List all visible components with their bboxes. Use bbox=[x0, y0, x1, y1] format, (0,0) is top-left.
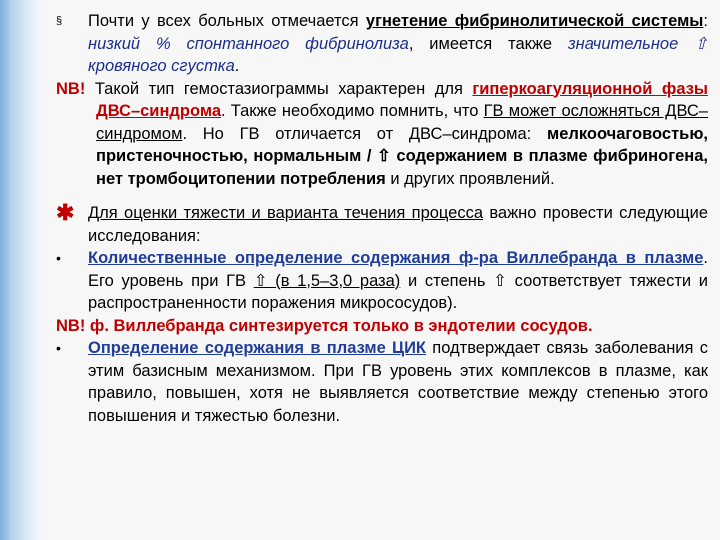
left-stripe bbox=[0, 0, 10, 540]
p1-text-5: , имеется также bbox=[408, 34, 568, 53]
p1-text-3: : bbox=[703, 12, 708, 30]
nb-label: NB! bbox=[56, 79, 86, 98]
dot-bullet-icon: • bbox=[56, 250, 61, 266]
p2-bold: мелкоочаговостью, пристеночностью, нормальным / ⇧ содержанием в плазме фибриногена, нет тромбоцитопении потребления bbox=[96, 124, 708, 188]
dot-bullet-icon-2: • bbox=[56, 340, 61, 356]
p1-italic-2: значительное ⇧ кровяного сгустка bbox=[88, 34, 708, 75]
p4-text-4: и степень ⇧ соответствует тяжести и распространенности поражения микрососудов). bbox=[88, 271, 709, 312]
p3-underline: Для оценки тяжести и варианта течения процесса bbox=[88, 204, 484, 222]
p2-red-underline: гиперкоагуляционной фазы ДВС–синдрома bbox=[96, 79, 708, 120]
paragraph-willebrand bbox=[56, 247, 708, 315]
paragraph-nb-endothelium bbox=[56, 315, 708, 338]
p5-red-bold: ф. Виллебранда синтезируется только в эндотелии сосудов. bbox=[85, 316, 593, 335]
p1-text-7: . bbox=[234, 57, 240, 75]
p2-text-7: и других проявлений. bbox=[385, 169, 555, 188]
slide-content bbox=[56, 10, 708, 427]
p4-text-2: . Его уровень при ГВ bbox=[88, 249, 708, 290]
left-decorative-bar bbox=[0, 0, 46, 540]
paragraph-nb-dic bbox=[56, 78, 708, 191]
p2-text-1: Такой тип гемостазиограммы характерен для bbox=[85, 79, 473, 98]
asterisk-bullet-icon: ✱ bbox=[56, 200, 75, 225]
p2-text-5: . Но ГВ отличается от ДВС–синдрома: bbox=[182, 124, 547, 143]
paragraph-fibrinolysis bbox=[56, 10, 708, 78]
spacer bbox=[56, 190, 708, 202]
nb-label-2: NB! bbox=[56, 316, 86, 335]
p1-text-1: Почти у всех больных отмечается bbox=[88, 12, 366, 30]
p2-underline: ГВ может осложняться ДВС–синдромом bbox=[96, 102, 708, 143]
p6-text-2: подтверждает связь заболевания с этим базисным механизмом. При ГВ уровень этих комплексов в плазме, как правило, повышен, хотя не выявляется соответствие между степенью этого повышения и тяжестью болезни. bbox=[88, 339, 708, 425]
p1-bold-underline: угнетение фибринолитической системы bbox=[365, 12, 704, 30]
p4-underline: ⇧ (в 1,5–3,0 раза) bbox=[253, 271, 401, 290]
p6-blue-underline: Определение содержания в плазме ЦИК bbox=[88, 339, 426, 357]
p1-italic-1: низкий % спонтанного фибринолиза bbox=[88, 34, 409, 53]
paragraph-cik bbox=[56, 337, 708, 427]
paragraph-assessment bbox=[56, 202, 708, 247]
p4-blue-underline: Количественные определение содержания ф-ра Виллебранда в плазме bbox=[88, 249, 704, 267]
square-bullet-icon: § bbox=[56, 15, 63, 27]
p3-text-2: важно провести следующие исследования: bbox=[88, 204, 708, 245]
p2-text-3: . Также необходимо помнить, что bbox=[221, 102, 484, 120]
